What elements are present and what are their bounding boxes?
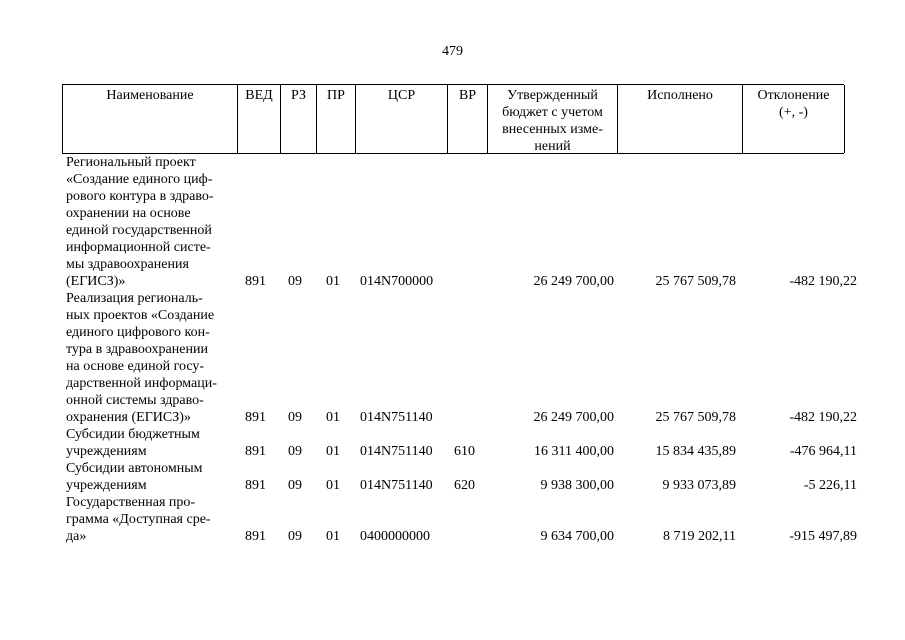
cell-budget: 9 634 700,00: [540, 529, 614, 544]
cell-pr: 01: [326, 478, 340, 493]
cell-rz: 09: [288, 410, 302, 425]
cell-rz: 09: [288, 529, 302, 544]
cell-csr: 014N751140: [360, 444, 433, 459]
row-name-line: онной системы здраво-: [66, 393, 204, 408]
cell-csr: 014N751140: [360, 410, 433, 425]
row-name-line: охранения (ЕГИСЗ)»: [66, 410, 191, 425]
cell-ved: 891: [245, 410, 266, 425]
cell-ved: 891: [245, 478, 266, 493]
table-header: [62, 84, 844, 154]
row-name-line: дарственной информаци-: [66, 376, 217, 391]
row-name-line: учреждениям: [66, 444, 147, 459]
cell-rz: 09: [288, 444, 302, 459]
cell-deviation: -482 190,22: [789, 410, 857, 425]
header-budget-line: Утвержденный: [507, 88, 598, 103]
cell-budget: 16 311 400,00: [534, 444, 614, 459]
header-csr: ЦСР: [356, 85, 448, 153]
cell-deviation: -5 226,11: [803, 478, 857, 493]
header-budget-line: внесенных изме-: [502, 122, 603, 137]
cell-csr: 0400000000: [360, 529, 430, 544]
cell-csr: 014N751140: [360, 478, 433, 493]
row-name-line: Реализация региональ-: [66, 291, 203, 306]
row-name-line: да»: [66, 529, 87, 544]
page-number: 479: [442, 44, 463, 59]
row-name-line: (ЕГИСЗ)»: [66, 274, 126, 289]
row-name-line: единой государственной: [66, 223, 212, 238]
cell-pr: 01: [326, 274, 340, 289]
header-deviation-line: (+, -): [779, 105, 808, 120]
cell-pr: 01: [326, 529, 340, 544]
row-name: [66, 154, 234, 290]
cell-done: 25 767 509,78: [655, 274, 736, 289]
row-name-line: Субсидии бюджетным: [66, 427, 200, 442]
row-name-line: охранении на основе: [66, 206, 191, 221]
cell-rz: 09: [288, 274, 302, 289]
cell-budget: 26 249 700,00: [533, 274, 614, 289]
row-name-line: Региональный проект: [66, 155, 196, 170]
header-budget-line: нений: [534, 139, 571, 154]
table-row: [62, 154, 857, 290]
header-deviation-line: Отклонение: [757, 88, 830, 103]
cell-ved: 891: [245, 444, 266, 459]
cell-deviation: -476 964,11: [789, 444, 857, 459]
header-pr: ПР: [317, 85, 356, 153]
table-row: [62, 426, 857, 460]
row-name-line: мы здравоохранения: [66, 257, 189, 272]
header-done: Исполнено: [618, 85, 743, 153]
cell-vr: 610: [454, 444, 475, 459]
cell-rz: 09: [288, 478, 302, 493]
budget-table: [62, 84, 857, 544]
row-name: [66, 426, 234, 460]
cell-budget: 9 938 300,00: [540, 478, 614, 493]
row-name-line: единого цифрового кон-: [66, 325, 210, 340]
cell-done: 25 767 509,78: [655, 410, 736, 425]
cell-ved: 891: [245, 274, 266, 289]
row-name: [66, 290, 234, 426]
cell-pr: 01: [326, 410, 340, 425]
row-name-line: рового контура в здраво-: [66, 189, 214, 204]
cell-deviation: -482 190,22: [789, 274, 857, 289]
row-name: [66, 494, 234, 545]
table-row: [62, 290, 857, 426]
header-budget: [488, 85, 618, 153]
row-name-line: Субсидии автономным: [66, 461, 203, 476]
header-rz: РЗ: [281, 85, 317, 153]
row-name-line: Государственная про-: [66, 495, 196, 510]
row-name: [66, 460, 234, 494]
cell-budget: 26 249 700,00: [533, 410, 614, 425]
cell-done: 15 834 435,89: [655, 444, 736, 459]
cell-done: 8 719 202,11: [663, 529, 736, 544]
header-budget-line: бюджет с учетом: [502, 105, 603, 120]
cell-pr: 01: [326, 444, 340, 459]
row-name-line: учреждениям: [66, 478, 147, 493]
table-row: [62, 494, 857, 545]
cell-deviation: -915 497,89: [789, 529, 857, 544]
row-name-line: информационной систе-: [66, 240, 211, 255]
row-name-line: «Создание единого циф-: [66, 172, 213, 187]
row-name-line: грамма «Доступная сре-: [66, 512, 211, 527]
cell-vr: 620: [454, 478, 475, 493]
header-vr: ВР: [448, 85, 488, 153]
row-name-line: тура в здравоохранении: [66, 342, 208, 357]
row-name-line: на основе единой госу-: [66, 359, 205, 374]
header-ved: ВЕД: [238, 85, 281, 153]
header-name: Наименование: [63, 85, 238, 153]
header-deviation: [743, 85, 845, 153]
table-row: [62, 460, 857, 494]
cell-ved: 891: [245, 529, 266, 544]
cell-done: 9 933 073,89: [662, 478, 736, 493]
row-name-line: ных проектов «Создание: [66, 308, 215, 323]
cell-csr: 014N700000: [360, 274, 434, 289]
